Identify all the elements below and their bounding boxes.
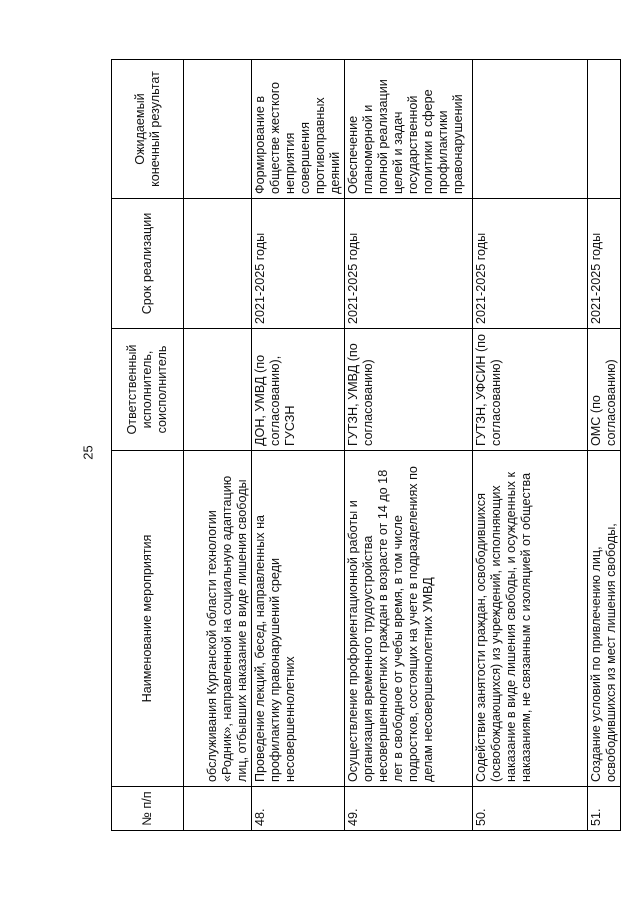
page-number: 25 <box>80 445 96 460</box>
row-name: обслуживания Курганской области технологии «Родник», направленной на социальную адаптацию лиц, отбывших наказание в виде лишения свободы <box>184 451 252 787</box>
row-executor: ГУТЗН, УФСИН (по согласованию) <box>473 329 588 451</box>
table-row <box>345 60 473 831</box>
row-num: 48. <box>252 787 345 831</box>
row-result: Формирование в обществе жесткого неприятия совершения противоправных деяний <box>252 60 345 199</box>
header-executor: Ответственный исполнитель, соисполнитель <box>112 329 184 451</box>
row-result <box>184 60 252 199</box>
row-name: Содействие занятости граждан, освободившихся (освобождающихся) из учреждений, исполняющих наказание в виде лишения свободы, и осужденных к наказаниям, не связанным с изоляцией от общества <box>473 451 588 787</box>
row-result <box>588 60 621 199</box>
row-num: 51. <box>588 787 621 831</box>
measures-table <box>111 59 621 831</box>
table-row <box>184 60 252 831</box>
row-executor: ОМС (по согласованию) <box>588 329 621 451</box>
row-term <box>184 199 252 329</box>
table-row <box>252 60 345 831</box>
row-executor: ДОН, УМВД (по согласованию), ГУСЗН <box>252 329 345 451</box>
row-term: 2021-2025 годы <box>345 199 473 329</box>
row-num: 49. <box>345 787 473 831</box>
row-name: Проведение лекций, бесед, направленных на профилактику правонарушений среди несовершеннолетних <box>252 451 345 787</box>
table-row <box>588 60 621 831</box>
header-result: Ожидаемый конечный результат <box>112 60 184 199</box>
row-result <box>473 60 588 199</box>
row-term: 2021-2025 годы <box>252 199 345 329</box>
rotated-table-container <box>111 60 618 831</box>
row-term: 2021-2025 годы <box>473 199 588 329</box>
row-executor: ГУТЗН, УМВД (по согласованию) <box>345 329 473 451</box>
row-num: 50. <box>473 787 588 831</box>
row-name: Осуществление профориентационной работы и организация временного трудоустройства несовершеннолетних граждан в возрасте от 14 до 18 лет в свободное от учебы время, в том числе подростков, состоящих на учете в подразделениях по делам несовершеннолетних УМВД <box>345 451 473 787</box>
table-header-row <box>112 60 184 831</box>
table-row <box>473 60 588 831</box>
row-executor <box>184 329 252 451</box>
row-term: 2021-2025 годы <box>588 199 621 329</box>
row-result: Обеспечение планомерной и полной реализации целей и задач государственной политики в сфере профилактики правонарушений <box>345 60 473 199</box>
row-num <box>184 787 252 831</box>
header-name: Наименование мероприятия <box>112 451 184 787</box>
header-term: Срок реализации <box>112 199 184 329</box>
header-num: № п/п <box>112 787 184 831</box>
row-name: Создание условий по привлечению лиц, освободившихся из мест лишения свободы, <box>588 451 621 787</box>
